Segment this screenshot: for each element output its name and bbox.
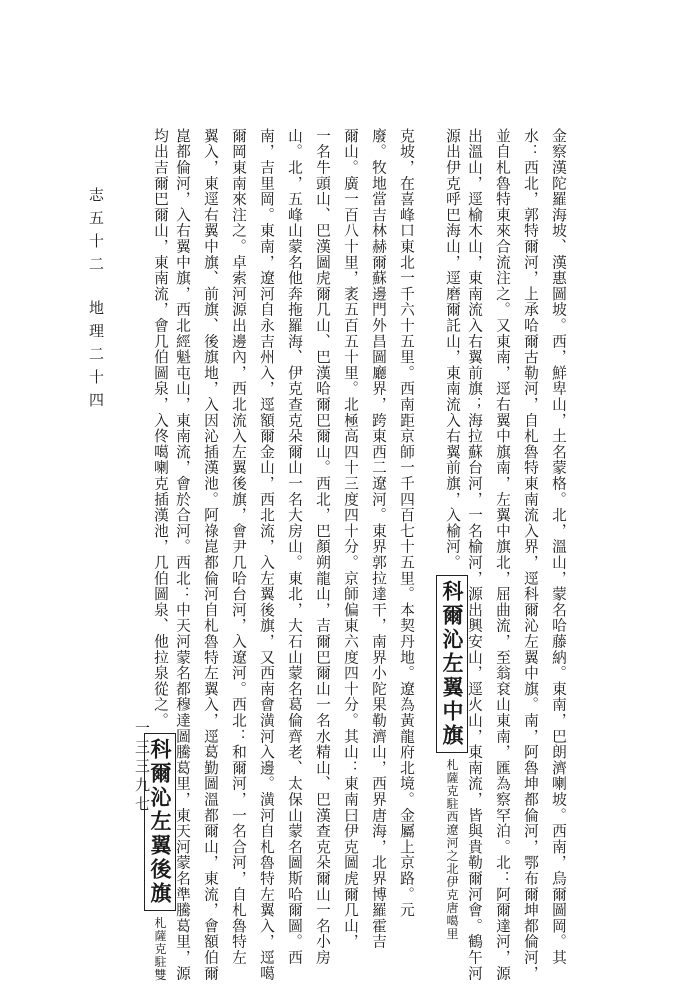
text-column-4: 出溫山，逕榆木山，東南流入右翼前旗；海拉蘇台河，一名榆河，源出興安山，逕火山，東南流，皆與貴勒爾河會。鶴午河	[466, 128, 483, 982]
text-column-8: 爾山。廣一百八十里，袤五百五十里。北極高四十三度四十分。京師偏東六度四十分。其山：東南曰伊克圖虎爾几山，	[342, 128, 359, 950]
text-column-7: 廢。牧地當吉林赫爾蘇邊門外昌圖廳界，跨東西二遼河。東界郭拉達干，南界小陀果勒濟山，西界唐海，北界博羅霍吉	[370, 128, 387, 950]
text-column-14: 崑都倫河，入右翼中旗，西北經魁屯山，東南流，會於合河。西北：中天河蒙名都穆達圖騰葛里，東天河蒙名準騰葛里，源	[174, 128, 191, 982]
text-column-3: 並自札魯特東來合流注之。又東南，逕右翼中旗南，左翼中旗北，屈曲流，至翁袞山東南，匯為察罕泊。北：阿爾達河，源	[494, 128, 511, 982]
heading-zuoyi-houqi-note: 札薩克駐雙	[153, 916, 167, 982]
running-header-section: 地理二十四	[87, 300, 105, 415]
text-column-15	[144, 128, 176, 981]
text-column-12: 爾岡東南來注之。卓索河源出邊內，西北流入左翼後旗，會尹几哈台河，入遼河。西北：和爾河，一名合河，自札魯特左	[230, 128, 247, 966]
text-column-10: 山。北，五峰山蒙名他奔拖羅海、伊克查克朵爾山一名大房山。東北，大石山蒙名葛倫齊老、太保山蒙名圖斯哈爾圖。西	[286, 128, 303, 966]
heading-zuoyi-zhongqi-note: 札薩克駐西遼河之北伊克唐噶里	[445, 758, 459, 941]
text-column-11: 南，吉里岡。東南，遼河自永吉州入，逕額爾金山，西北流，入左翼後旗，又西南會潢河入邊。潢河自札魯特左翼入，逕噶	[258, 128, 275, 982]
column-15-text: 均出吉爾巴爾山，東南流，會几伯圖泉，入佟噶喇克插漢池，几伯圖泉、他拉泉從之。	[152, 128, 169, 729]
text-column-2: 水：西北，郭特爾河，上承哈爾古勒河，自札魯特東南流入界，逕科爾沁左翼中旗。南，阿魯坤都倫河，鄂布爾坤都倫河，	[522, 128, 539, 982]
text-column-1: 金察漢陀羅海坡、漢惠圖坡。西，鮮卑山，土名蒙格。北，溫山，蒙名哈藤納。東南，巴朗濟喇坡。西南，烏爾圖岡。其	[550, 128, 567, 966]
heading-zuoyi-houqi: 科爾沁左翼後旗	[144, 733, 176, 911]
heading-zuoyi-zhongqi: 科爾沁左翼中旗	[436, 575, 468, 753]
text-column-13: 翼入，東逕右翼中旗、前旗、後旗地，入因沁插漢池。阿祿崑都倫河自札魯特左翼入，逕葛勤圖溫都爾山，東流，會額伯爾	[202, 128, 219, 982]
column-5-text: 源出伊克呼巴海山，逕磨爾託山，東南流入右翼前旗，入榆河。	[444, 128, 461, 571]
page-number: 一三三九七	[133, 720, 151, 815]
running-header-chapter: 志五十二	[87, 187, 105, 279]
text-column-9: 一名牛頭山、巴漢圖虎爾几山、巴漢哈爾巴爾山。西北，巴顏朔龍山，吉爾巴爾山一名水精山、巴漢查克朵爾山一名小房	[314, 128, 331, 966]
text-column-5	[436, 128, 468, 940]
text-column-6: 克坡，在喜峰口東北一千六十五里。西南距京師一千四百七十五里。本契丹地。遼為黃龍府北境。金屬上京路。元	[398, 128, 415, 918]
